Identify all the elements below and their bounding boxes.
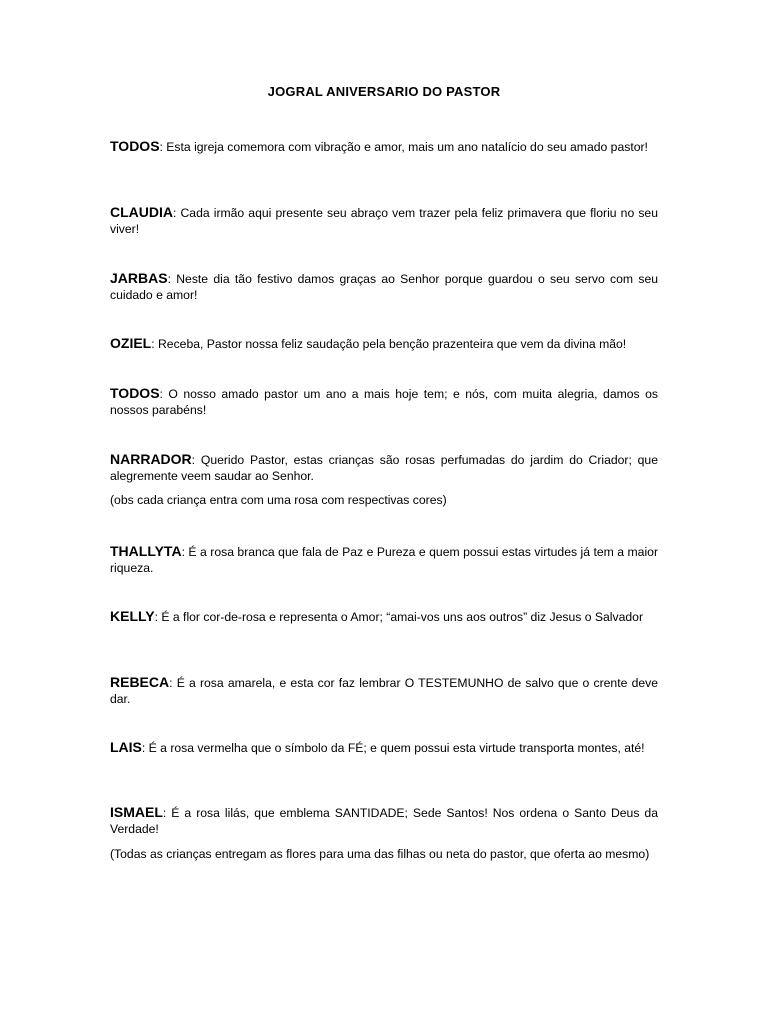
speaker-name: CLAUDIA [110,204,173,220]
document-title: JOGRAL ANIVERSARIO DO PASTOR [267,84,501,99]
speaker-text: : Esta igreja comemora com vibração e amor, mais um ano natalício do seu amado pastor! [159,140,648,154]
line-oziel [110,335,658,352]
stage-note: (Todas as crianças entregam as flores para uma das filhas ou neta do pastor, que oferta ao mesmo) [110,847,650,861]
speaker-text: : É a flor cor-de-rosa e representa o Amor; “amai-vos uns aos outros” diz Jesus o Salvador [154,610,644,624]
speaker-name: ISMAEL [110,804,163,820]
speaker-text: : É a rosa vermelha que o símbolo da FÉ; e quem possui esta virtude transporta montes, até! [141,741,645,755]
speaker-name: TODOS [110,138,160,154]
speaker-text: : Querido Pastor, estas crianças são rosas perfumadas do jardim do Criador; que alegremente veem saudar ao Senhor. [110,453,658,483]
line-todos-1 [110,138,658,155]
speaker-text: : Receba, Pastor nossa feliz saudação pela benção prazenteira que vem da divina mão! [151,337,627,351]
speaker-name: JARBAS [110,270,168,286]
speaker-text: : Cada irmão aqui presente seu abraço vem trazer pela feliz primavera que floriu no seu viver! [110,206,658,236]
speaker-name: REBECA [110,674,170,690]
speaker-text: : O nosso amado pastor um ano a mais hoje tem; e nós, com muita alegria, damos os nossos parabéns! [110,387,658,417]
line-kelly [110,608,658,625]
speaker-name: KELLY [110,608,155,624]
line-thallyta [110,543,658,576]
speaker-name: THALLYTA [110,543,182,559]
speaker-name: LAIS [110,739,142,755]
stage-note: (obs cada criança entra com uma rosa com respectivas cores) [110,493,447,507]
speaker-text: : É a rosa amarela, e esta cor faz lembrar O TESTEMUNHO de salvo que o crente deve dar. [110,676,658,706]
speaker-name: OZIEL [110,335,152,351]
line-jarbas [110,270,658,303]
line-lais [110,739,658,756]
speaker-text: : É a rosa branca que fala de Paz e Pureza e quem possui estas virtudes já tem a maior riqueza. [110,545,658,575]
line-rebeca [110,674,658,707]
line-todos-2 [110,385,658,418]
line-claudia [110,204,658,237]
speaker-name: TODOS [110,385,160,401]
speaker-text: : É a rosa lilás, que emblema SANTIDADE; Sede Santos! Nos ordena o Santo Deus da Verdade! [110,806,658,836]
speaker-text: : Neste dia tão festivo damos graças ao Senhor porque guardou o seu servo com seu cuidado e amor! [110,272,658,302]
line-narrador [110,451,658,484]
line-ismael [110,804,658,837]
speaker-name: NARRADOR [110,451,192,467]
